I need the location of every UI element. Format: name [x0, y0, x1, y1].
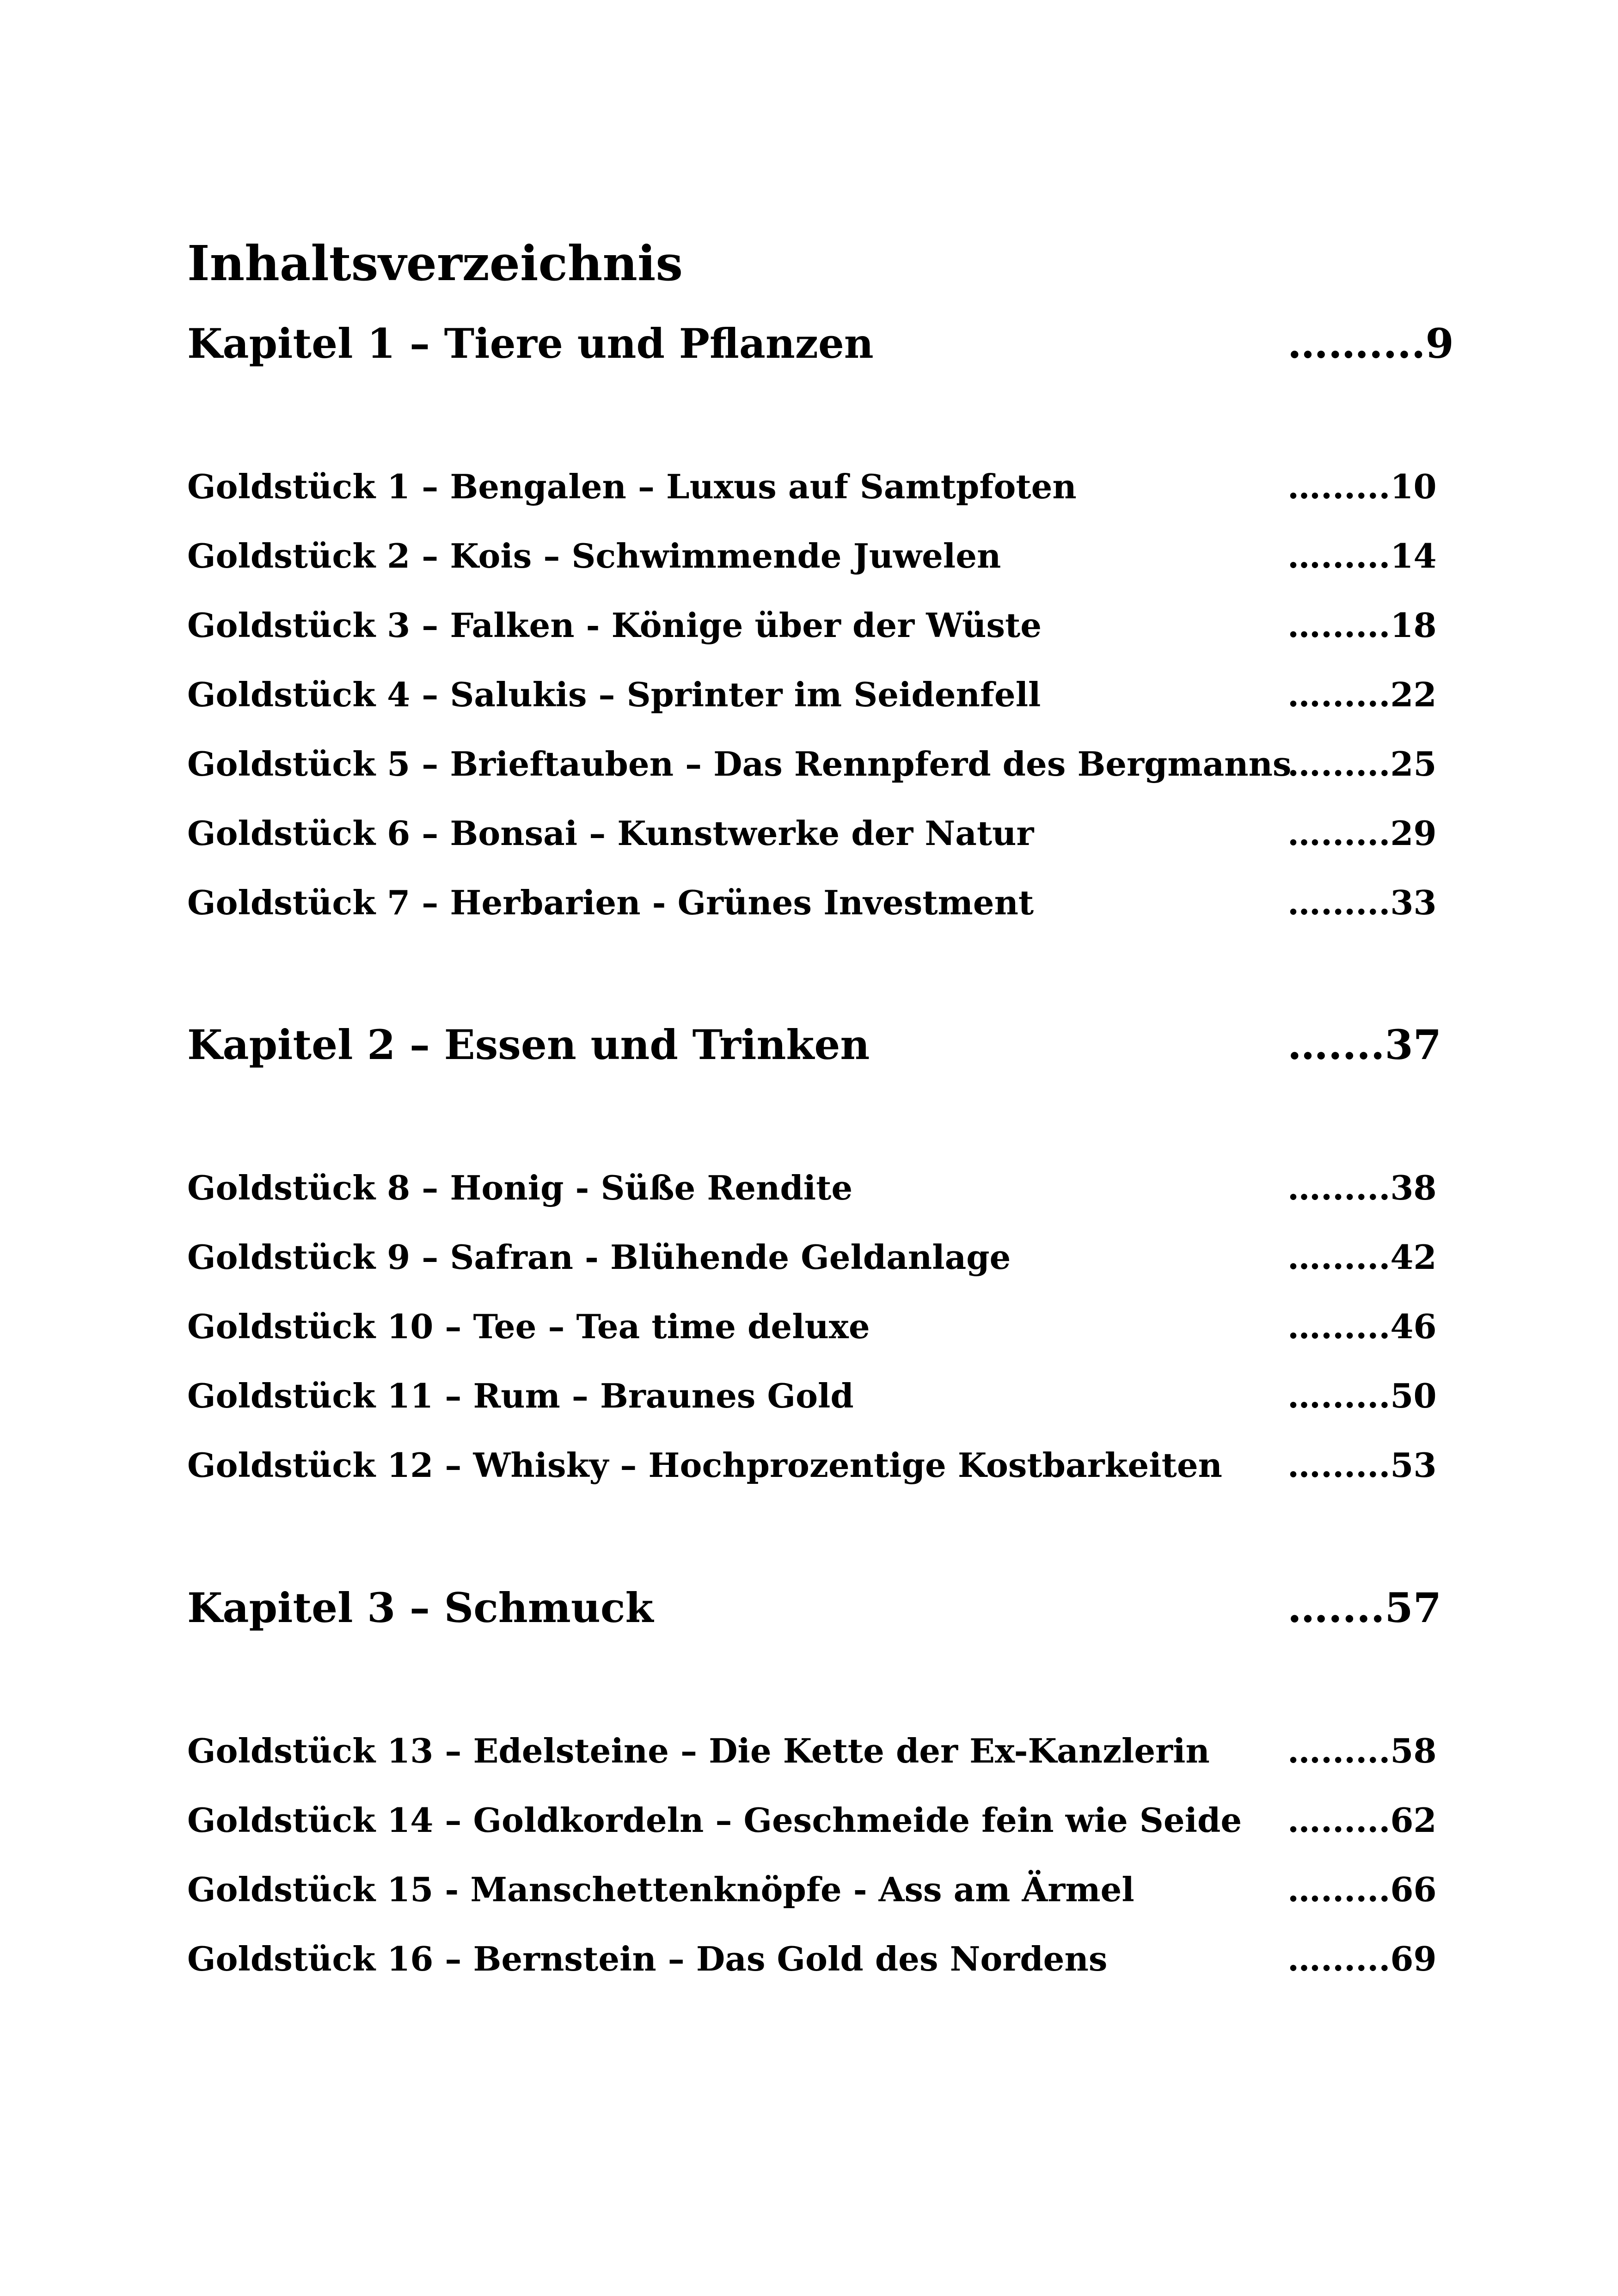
entry-page-number: …......58 — [1287, 1731, 1437, 1770]
entry-page-number: …......62 — [1287, 1800, 1437, 1840]
entry-label: Goldstück 13 – Edelsteine – Die Kette der Ex-Kanzlerin — [187, 1731, 1210, 1770]
entry-label: Goldstück 15 - Manschettenknöpfe - Ass am Ärmel — [187, 1870, 1134, 1909]
chapter-label: Kapitel 3 – Schmuck — [187, 1584, 654, 1632]
entry-page-number: …......50 — [1287, 1376, 1437, 1415]
chapter-page-number: ……....9 — [1287, 319, 1454, 367]
entry-label: Goldstück 12 – Whisky – Hochprozentige Kostbarkeiten — [187, 1445, 1223, 1485]
entry-label: Goldstück 4 – Salukis – Sprinter im Seidenfell — [187, 675, 1041, 714]
toc-entry — [187, 1936, 1437, 1982]
entry-page-number: …......14 — [1287, 536, 1437, 576]
toc-entry — [187, 1797, 1437, 1843]
toc-entry — [187, 602, 1437, 649]
entry-label: Goldstück 14 – Goldkordeln – Geschmeide fein wie Seide — [187, 1800, 1242, 1840]
toc-entry — [187, 672, 1437, 718]
entry-page-number: …......66 — [1287, 1870, 1437, 1909]
entry-page-number: …......46 — [1287, 1307, 1437, 1346]
entry-label: Goldstück 2 – Kois – Schwimmende Juwelen — [187, 536, 1001, 576]
entry-label: Goldstück 8 – Honig - Süße Rendite — [187, 1168, 853, 1207]
toc-entry — [187, 1867, 1437, 1913]
chapter-label: Kapitel 1 – Tiere und Pflanzen — [187, 319, 874, 367]
toc-entry — [187, 1304, 1437, 1350]
entry-label: Goldstück 6 – Bonsai – Kunstwerke der Natur — [187, 814, 1034, 853]
toc-entry — [187, 810, 1437, 857]
entry-label: Goldstück 1 – Bengalen – Luxus auf Samtpfoten — [187, 467, 1077, 506]
entry-label: Goldstück 10 – Tee – Tea time deluxe — [187, 1307, 870, 1346]
entry-label: Goldstück 16 – Bernstein – Das Gold des Nordens — [187, 1939, 1108, 1978]
entry-page-number: …......10 — [1287, 467, 1437, 506]
toc-entry — [187, 1728, 1437, 1774]
toc-title: Inhaltsverzeichnis — [187, 235, 683, 292]
entry-page-number: …......25 — [1287, 744, 1437, 784]
entry-page-number: …......53 — [1287, 1445, 1437, 1485]
toc-entry — [187, 1234, 1437, 1280]
toc-page — [187, 0, 1454, 2296]
toc-entry — [187, 464, 1437, 510]
entry-label: Goldstück 7 – Herbarien - Grünes Investment — [187, 883, 1034, 922]
toc-entry — [187, 880, 1437, 926]
chapter-2-row — [187, 1017, 1442, 1072]
chapter-page-number: …....57 — [1287, 1584, 1442, 1632]
entry-page-number: …......22 — [1287, 675, 1437, 714]
entry-label: Goldstück 9 – Safran - Blühende Geldanlage — [187, 1237, 1011, 1277]
toc-entry — [187, 533, 1437, 579]
entry-page-number: …......29 — [1287, 814, 1437, 853]
toc-entry — [187, 1373, 1437, 1419]
toc-entry — [187, 1442, 1437, 1488]
chapter-3-row — [187, 1580, 1442, 1635]
entry-label: Goldstück 3 – Falken - Könige über der Wüste — [187, 606, 1042, 645]
entry-page-number: …......18 — [1287, 606, 1437, 645]
entry-page-number: …......42 — [1287, 1237, 1437, 1277]
toc-entry — [187, 741, 1437, 787]
entry-page-number: …......38 — [1287, 1168, 1437, 1207]
entry-page-number: …......33 — [1287, 883, 1437, 922]
chapter-page-number: …....37 — [1287, 1021, 1442, 1069]
chapter-label: Kapitel 2 – Essen und Trinken — [187, 1021, 870, 1069]
chapter-1-row — [187, 316, 1454, 371]
entry-page-number: …......69 — [1287, 1939, 1437, 1978]
toc-entry — [187, 1165, 1437, 1211]
entry-label: Goldstück 5 – Brieftauben – Das Rennpferd des Bergmanns — [187, 744, 1292, 784]
entry-label: Goldstück 11 – Rum – Braunes Gold — [187, 1376, 854, 1415]
